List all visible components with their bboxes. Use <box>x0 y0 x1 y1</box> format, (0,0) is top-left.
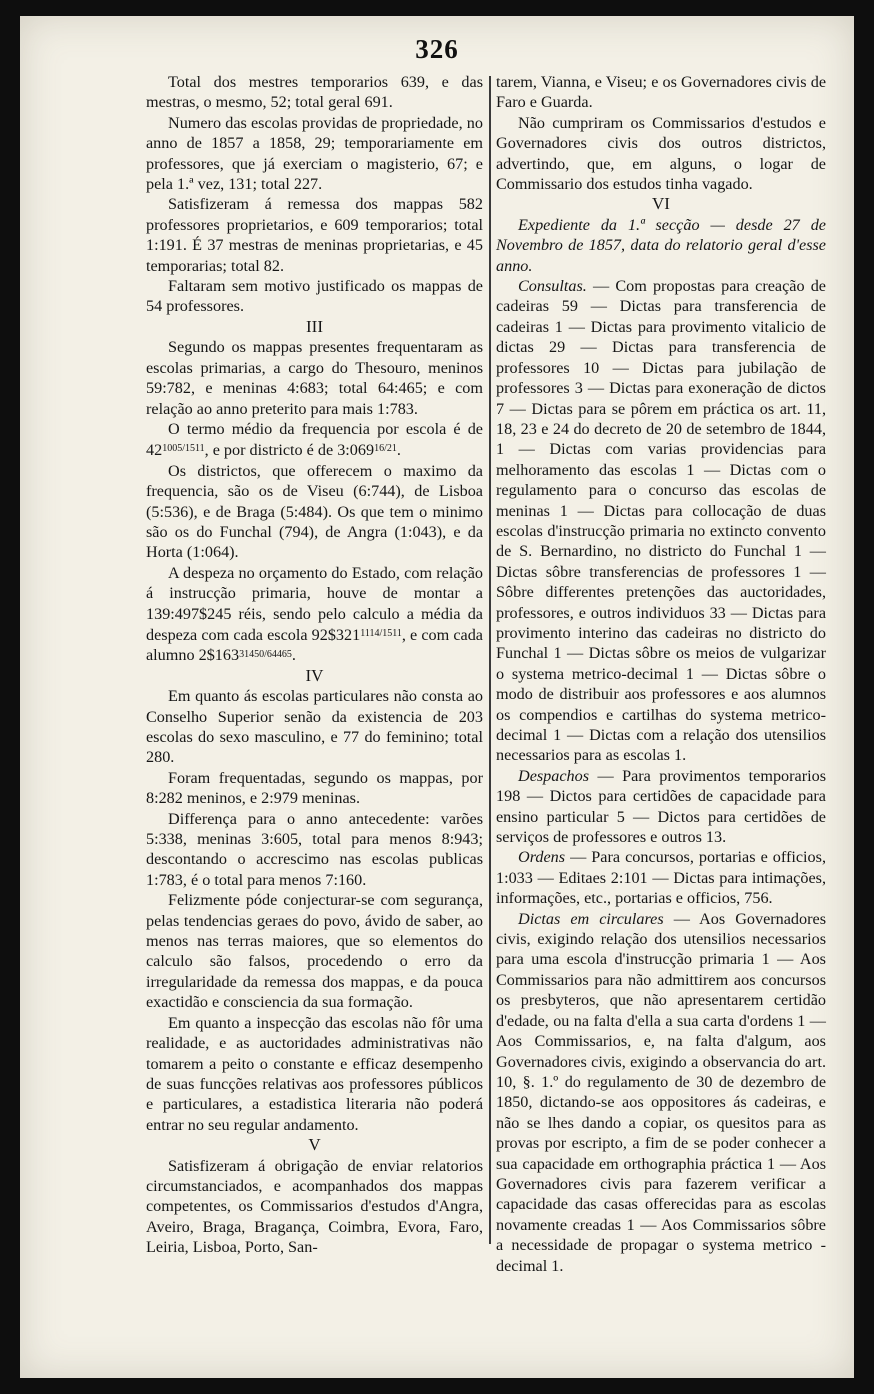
paragraph <box>146 419 483 461</box>
paragraph: Satisfizeram á obrigação de enviar relatorios circumstanciados, e acompanhados dos mappas competentes, os Commissarios d'estudos d'Angra, Aveiro, Braga, Bragança, Coimbra, Evora, Faro, Leiria, Lisboa, Porto, San- <box>146 1156 483 1257</box>
run-in-label: Consultas. <box>518 277 587 296</box>
paragraph <box>496 847 826 908</box>
paragraph <box>496 766 826 848</box>
document-page <box>20 16 854 1378</box>
text: — Para provimentos temporarios 198 — Dictos para certidões de capacidade para ensino particular 5 — Dictos para certidões de serviços de professores e outros 13. <box>496 766 826 847</box>
section-heading: V <box>308 1135 321 1155</box>
paragraph: tarem, Vianna, e Viseu; e os Governadores civis de Faro e Guarda. <box>496 73 826 112</box>
left-column <box>146 72 483 1258</box>
column-divider <box>489 76 491 1244</box>
run-in-label: Dictas em circulares <box>518 909 664 928</box>
paragraph: Satisfizeram á remessa dos mappas 582 professores proprietarios, e 609 temporarios; total 1:191. É 37 mestras de meninas proprietarias, e 45 temporarias; total 82. <box>146 195 483 275</box>
paragraph: Segundo os mappas presentes frequentaram as escolas primarias, a cargo do Thesouro, meninos 59:782, e meninas 4:683; total 64:465; e com relação ao anno preterito para mais 1:783. <box>146 338 483 418</box>
paragraph: Total dos mestres temporarios 639, e das mestras, o mesmo, 52; total geral 691. <box>146 73 483 112</box>
text: — Com propostas para creação de cadeiras 59 — Dictas para transferencia de cadeiras 1 — Dictas para provimento vitalicio de dictas 29 — Dictas para transferencia de professores 10 — Dictas para jubilação de professores 3 — Dictas para exoneração de dictos 7 — Dictas para se pôrem em práctica os art. 11, 18, 23 e 24 do decreto de 20 de setembro de 1844, 1 — Dictas com varias providencias para melhoramento das escolas 1 — Dictas com o regulamento para o concurso das escolas de meninas 1 — Dictas para collocação de duas escolas d'instrucção primaria no extincto convento de S. Bernardino, no districto do Funchal 1 — Dictas sôbre transferencias de professores 1 — Sôbre differentes pretenções das auctoridades, professores, e outros individuos 33 — Dictas para provimento interino das cadeiras no districto do Funchal 1 — Dictas sôbre os meios de vulgarizar o systema metrico-decimal 1 — Dictas sôbre o modo de distribuir aos professores e aos alumnos os compendios e cartilhas do systema metrico-decimal 1 — Dictas com a relação dos utensilios necessarios para as escolas 1. <box>496 277 826 765</box>
run-in-label: Ordens <box>518 848 566 867</box>
text: , e com cada alumno 2$163 <box>146 625 483 665</box>
fraction: 16/21 <box>374 443 397 455</box>
paragraph: Em quanto a inspecção das escolas não fôr uma realidade, e as auctoridades administrativas não tomarem a peito o constante e efficaz desempenho de suas funcções relativas aos professores públicos e particulares, a estadistica literaria não poderá entrar no seu regular andamento. <box>146 1013 483 1134</box>
text: O termo médio da frequencia por escola é de 42 <box>146 419 483 460</box>
text: , e por districto é de 3:069 <box>204 441 375 460</box>
fraction: 31450/64465 <box>239 649 292 661</box>
paragraph: Não cumpriram os Commissarios d'estudos e Governadores civis dos outros districtos, advertindo, que, em alguns, o logar de Commissario dos estudos tinha vagado. <box>496 113 826 194</box>
paragraph: Felizmente póde conjecturar-se com segurança, pelas tendencias geraes do povo, ávido de saber, ao menos nas terras maiores, que so elementos do calculo são falsos, procedendo o erro da irregularidade da remessa dos mappas, e da pouca exactidão e consciencia da sua formação. <box>146 891 483 1012</box>
paragraph: Foram frequentadas, segundo os mappas, por 8:282 meninos, e 2:979 meninas. <box>146 768 483 808</box>
paragraph: Differença para o anno antecedente: varões 5:338, meninas 3:605, total para menos 8:943; descontando o accrescimo nas escolas publicas 1:783, é o total para menos 7:160. <box>146 809 483 889</box>
paragraph: Em quanto ás escolas particulares não consta ao Conselho Superior senão da existencia de 203 escolas do sexo masculino, e 77 do feminino; total 280. <box>146 687 483 767</box>
section-heading: VI <box>652 194 670 214</box>
paragraph: Os districtos, que offerecem o maximo da frequencia, são os de Viseu (6:744), de Lisboa (5:536), e de Braga (5:484). Os que tem o minimo são os do Funchal (794), de Angra (1:043), e da Horta (1:064). <box>146 461 483 562</box>
section-heading: III <box>306 316 323 336</box>
fraction: 1114/1511 <box>360 627 402 639</box>
text: A despeza no orçamento do Estado, com relação á instrucção primaria, houve de montar a 139:497$245 réis, sendo pelo calculo a média da despeza com cada escola 92$321 <box>146 563 483 644</box>
section-subtitle: Expediente da 1.ª secção — desde 27 de Novembro de 1857, data do relatorio geral d'esse anno. <box>496 215 826 275</box>
paragraph: Numero das escolas providas de propriedade, no anno de 1857 a 1858, 29; temporariamente em professores, que já exerciam o magisterio, 67; e pela 1.ª vez, 131; total 227. <box>146 113 483 194</box>
paragraph <box>496 276 826 766</box>
right-column <box>496 72 826 1276</box>
page-number: 326 <box>415 34 459 64</box>
fraction: 1005/1511 <box>162 443 205 455</box>
text: . <box>291 646 296 665</box>
text: — Aos Governadores civis, exigindo relação dos utensilios necessarios para uma escola d'instrucção primaria 1 — Aos Commissarios para não admittirem aos concursos os presbyteros, que não apresentarem certidão d'edade, ou na falta d'ella a sua carta d'ordens 1 — Aos Commissarios, e, na falta d'algum, aos Governadores civis, exigindo a observancia do art. 10, §. 1.º do regulamento de 30 de dezembro de 1850, dictando-se aos oppositores ás cadeiras, e não se lhes dando a copiar, os quesitos para as provas por escripto, a fim de se poder conhecer a sua capacidade em orthographia práctica 1 — Aos Governadores civis para fazerem verificar a capacidade das casas offerecidas para as escolas novamente creadas 1 — Aos Commissarios sôbre a necessidade de propagar o systema metrico - decimal 1. <box>496 909 826 1275</box>
paragraph: Faltaram sem motivo justificado os mappas de 54 professores. <box>146 277 483 316</box>
text: — Para concursos, portarias e officios, 1:033 — Editaes 2:101 — Dictas para intimações, informações, etc., portarias e officios, 756. <box>496 848 826 908</box>
text: . <box>396 441 401 460</box>
run-in-label: Despachos <box>518 766 590 785</box>
section-heading: IV <box>305 665 324 685</box>
paragraph <box>496 909 826 1276</box>
paragraph <box>146 563 483 666</box>
